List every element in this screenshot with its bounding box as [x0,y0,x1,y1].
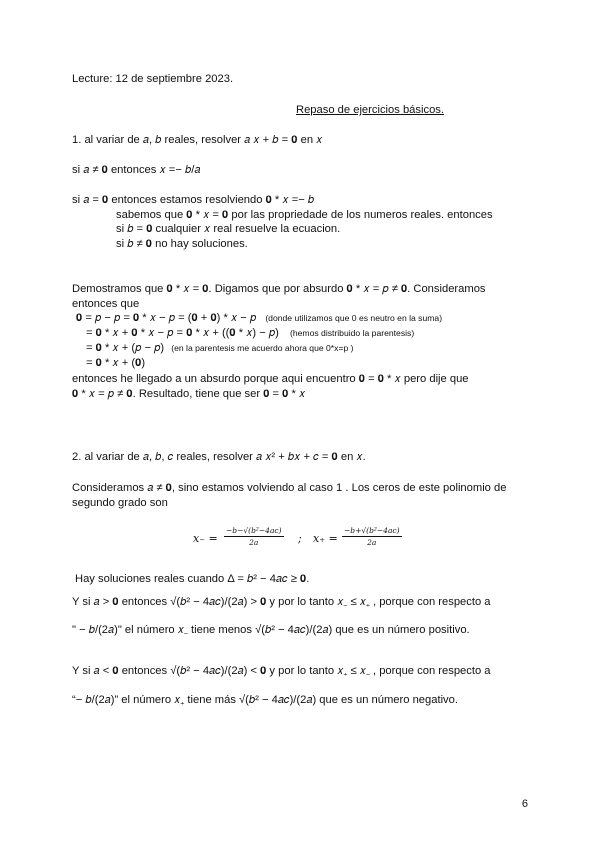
proof-equation-3 [86,341,354,355]
x-plus-numerator: −𝑏+√(𝑏²−4𝑎𝑐) [344,526,400,535]
proof-equation-3-note: (en la parentesis me acuerdo ahora que 0*x=p ) [171,343,354,353]
exercise-1-subcase-text: sabemos que 𝟎 * 𝑥 = 𝟎 por las propriedade de los numeros reales. entonces [116,209,493,221]
exercise-1-case-a-zero: si 𝑎 = 𝟎 entonces estamos resolviendo 𝟎 * 𝑥 =− 𝑏 [72,194,315,206]
proof-equation-1 [76,311,442,325]
page-number: 6 [521,798,528,810]
proof-equation-1-math: 𝟎 = 𝑝 − 𝑝 = 𝟎 * 𝑥 − 𝑝 = (𝟎 + 𝟎) * 𝑥 − 𝑝 [76,312,257,324]
x-plus-denominator: 2𝑎 [367,538,377,547]
x-plus-label: 𝑥₊ = [313,532,338,545]
proof-equation-2-math: = 𝟎 * 𝑥 + 𝟎 * 𝑥 − 𝑝 = 𝟎 * 𝑥 + ((𝟎 * 𝑥) − 𝑝) [86,327,279,339]
exercise-1-case-a-nonzero: si 𝑎 ≠ 𝟎 entonces 𝑥 =− 𝑏/𝑎 [72,164,201,176]
proof-equation-3-math: = 𝟎 * 𝑥 + (𝑝 − 𝑝) [86,342,165,354]
lecture-date: Lecture: 12 de septiembre 2023. [72,73,234,85]
exercise-2-statement: 2. al variar de 𝑎, 𝑏, 𝑐 reales, resolver 𝑎 𝑥² + 𝑏𝑥 + 𝑐 = 𝟎 en 𝑥. [72,451,366,463]
negative-a-line-1: Y si 𝑎 < 𝟎 entonces √(𝑏² − 4𝑎𝑐)/(2𝑎) < 𝟎 y por lo tanto 𝑥₊ ≤ 𝑥₋ , porque con respecto a [72,665,491,677]
page-title-text: Repaso de ejercicios básicos. [296,104,444,116]
exercise-1-statement: 1. al variar de 𝑎, 𝑏 reales, resolver 𝑎 𝑥 + 𝑏 = 𝟎 en 𝑥 [72,134,323,146]
positive-a-line-2: " − 𝑏/(2𝑎)" el número 𝑥₋ tiene menos √(𝑏² − 4𝑎𝑐)/(2𝑎) que es un número positivo. [72,624,470,636]
real-solutions-condition: Hay soluciones reales cuando Δ = 𝑏² − 4𝑎𝑐 ≥ 𝟎. [75,573,310,585]
exercise-1-subcase-b-nonzero: si 𝑏 ≠ 𝟎 no hay soluciones. [116,238,248,250]
x-minus-denominator: 2𝑎 [249,538,259,547]
exercise-2-consider-2: segundo grado son [72,497,168,509]
exercise-2-consider-1: Consideramos 𝑎 ≠ 𝟎, sino estamos volviendo al caso 1 . Los ceros de este polinomio de [72,482,507,494]
x-plus-fraction [342,526,402,547]
proof-equation-1-note: (donde utilizamos que 0 es neutro en la suma) [265,313,443,323]
x-minus-numerator: −𝑏−√(𝑏²−4𝑎𝑐) [226,526,282,535]
proof-conclusion-2: 𝟎 * 𝑥 = 𝑝 ≠ 𝟎. Resultado, tiene que ser 𝟎 = 𝟎 * 𝑥 [72,388,306,400]
page-title [0,103,600,117]
negative-a-line-2: “− 𝑏/(2𝑎)” el número 𝑥₊ tiene más √(𝑏² − 4𝑎𝑐)/(2𝑎) que es un número negativo. [72,694,458,706]
proof-intro-2: entonces que [72,298,140,310]
proof-equation-2 [86,326,414,340]
positive-a-line-1: Y si 𝑎 > 𝟎 entonces √(𝑏² − 4𝑎𝑐)/(2𝑎) > 𝟎 y por lo tanto 𝑥₋ ≤ 𝑥₊ , porque con respecto a [72,596,491,608]
proof-conclusion-1: entonces he llegado a un absurdo porque aqui encuentro 𝟎 = 𝟎 * 𝑥 pero dije que [72,373,469,385]
proof-intro: Demostramos que 𝟎 * 𝑥 = 𝟎. Digamos que por absurdo 𝟎 * 𝑥 = 𝑝 ≠ 𝟎. Consideramos [72,283,486,295]
proof-equation-4: = 𝟎 * 𝑥 + (𝟎) [86,357,146,369]
exercise-1-subcase-b-zero: si 𝑏 = 𝟎 cualquier 𝑥 real resuelve la ecuacion. [116,223,341,235]
x-minus-label: 𝑥₋ = [193,532,218,545]
formula-separator: ; [298,532,302,545]
x-minus-fraction [224,526,284,547]
proof-equation-2-note: (hemos distribuido la parentesis) [290,328,415,338]
